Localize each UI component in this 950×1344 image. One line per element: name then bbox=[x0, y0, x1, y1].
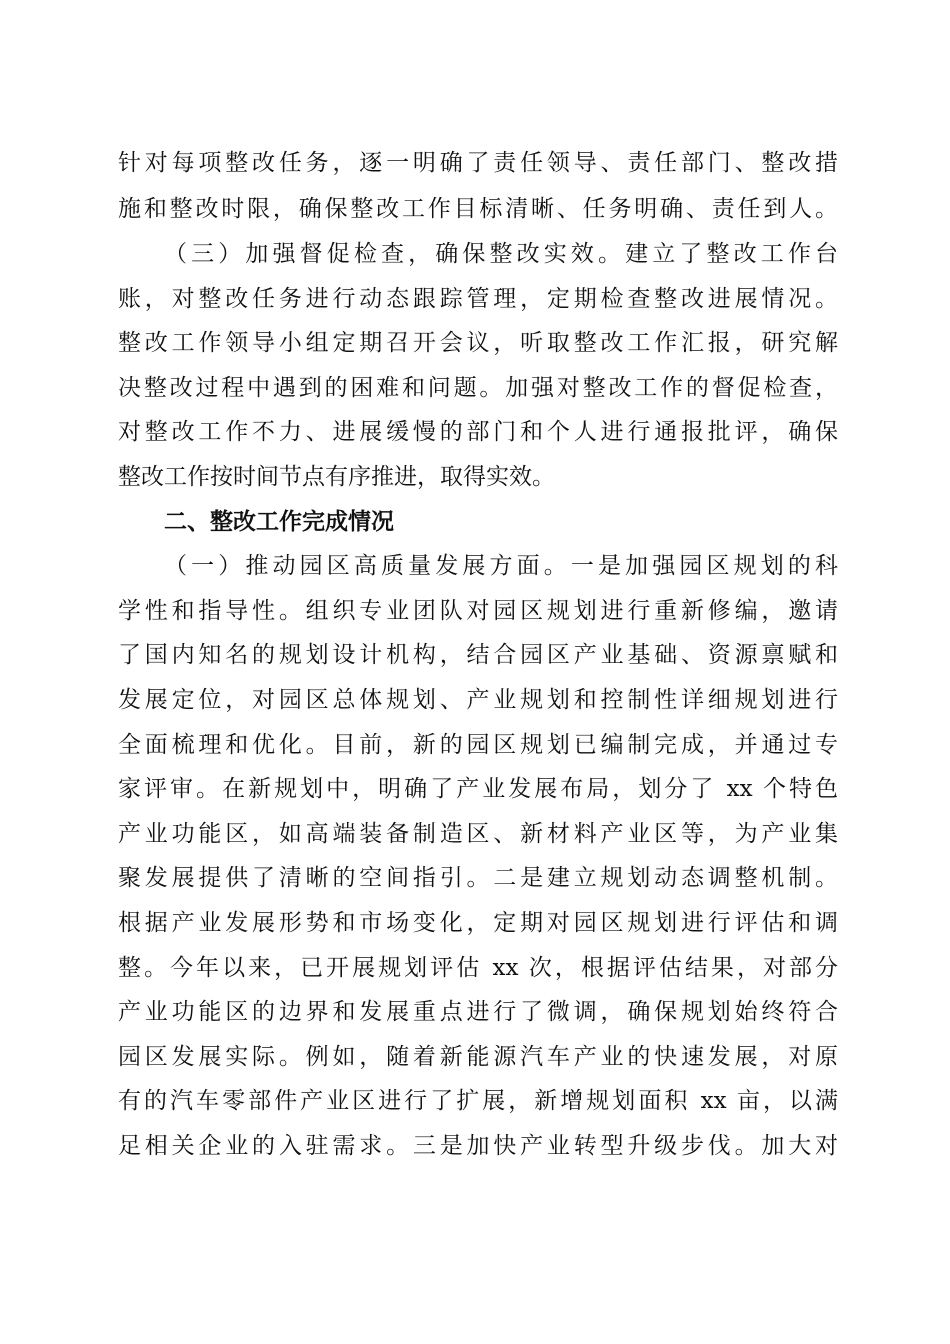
paragraph-line: 对整改工作不力、进展缓慢的部门和个人进行通报批评，确保 bbox=[118, 419, 838, 445]
paragraph-line: 产业功能区的边界和发展重点进行了微调，确保规划始终符合 bbox=[118, 999, 838, 1025]
paragraph-line: 足相关企业的入驻需求。三是加快产业转型升级步伐。加大对 bbox=[118, 1133, 838, 1159]
paragraph-line: 施和整改时限，确保整改工作目标清晰、任务明确、责任到人。 bbox=[118, 196, 838, 222]
paragraph-line: 整改工作按时间节点有序推进，取得实效。 bbox=[118, 464, 555, 490]
paragraph-line: 聚发展提供了清晰的空间指引。二是建立规划动态调整机制。 bbox=[118, 865, 838, 891]
paragraph-line: （一）推动园区高质量发展方面。一是加强园区规划的科 bbox=[164, 553, 838, 579]
paragraph-line: （三）加强督促检查，确保整改实效。建立了整改工作台 bbox=[164, 241, 838, 267]
paragraph-line: 学性和指导性。组织专业团队对园区规划进行重新修编，邀请 bbox=[118, 598, 838, 624]
paragraph-line: 家评审。在新规划中，明确了产业发展布局，划分了 xx 个特色 bbox=[118, 776, 838, 802]
paragraph-line: 产业功能区，如高端装备制造区、新材料产业区等，为产业集 bbox=[118, 821, 838, 847]
paragraph-line: 账，对整改任务进行动态跟踪管理，定期检查整改进展情况。 bbox=[118, 286, 838, 312]
paragraph-line: 园区发展实际。例如，随着新能源汽车产业的快速发展，对原 bbox=[118, 1044, 838, 1070]
paragraph-line: 发展定位，对园区总体规划、产业规划和控制性详细规划进行 bbox=[118, 687, 838, 713]
paragraph-line: 整。今年以来，已开展规划评估 xx 次，根据评估结果，对部分 bbox=[118, 955, 838, 981]
paragraph-line: 根据产业发展形势和市场变化，定期对园区规划进行评估和调 bbox=[118, 910, 838, 936]
paragraph-line: 针对每项整改任务，逐一明确了责任领导、责任部门、整改措 bbox=[118, 150, 838, 176]
section-heading: 二、整改工作完成情况 bbox=[164, 509, 394, 535]
paragraph-line: 整改工作领导小组定期召开会议，听取整改工作汇报，研究解 bbox=[118, 330, 838, 356]
paragraph-line: 了国内知名的规划设计机构，结合园区产业基础、资源禀赋和 bbox=[118, 642, 838, 668]
paragraph-line: 决整改过程中遇到的困难和问题。加强对整改工作的督促检查， bbox=[118, 375, 838, 401]
paragraph-line: 全面梳理和优化。目前，新的园区规划已编制完成，并通过专 bbox=[118, 732, 838, 758]
paragraph-line: 有的汽车零部件产业区进行了扩展，新增规划面积 xx 亩，以满 bbox=[118, 1088, 838, 1114]
